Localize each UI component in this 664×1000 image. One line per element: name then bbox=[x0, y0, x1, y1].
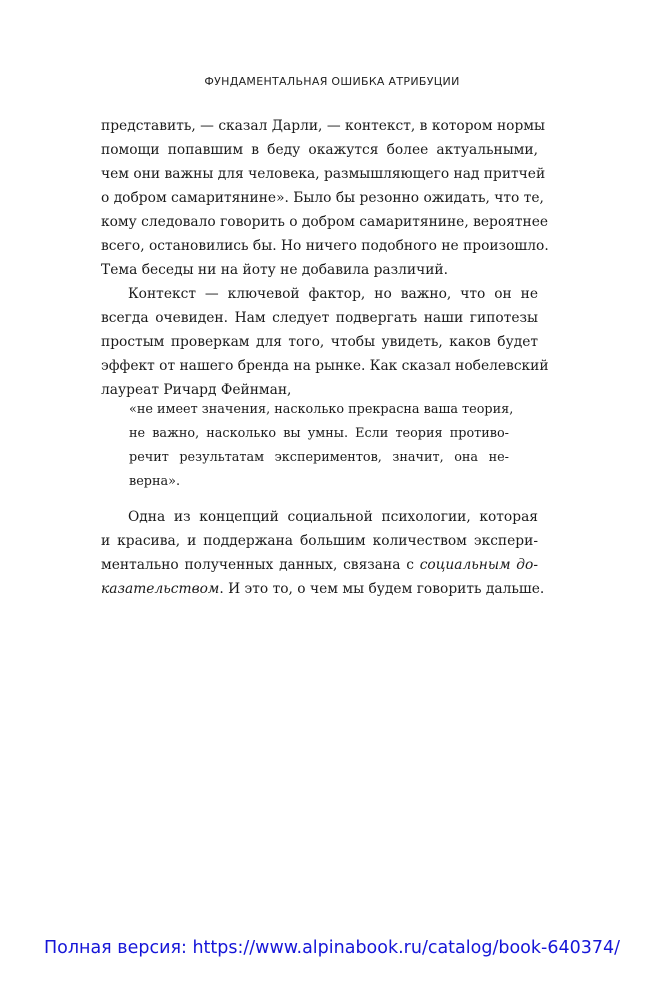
paragraph-line: помощи попавшим в беду окажутся более актуальными, bbox=[101, 142, 538, 158]
feynman-quote bbox=[129, 398, 514, 494]
paragraph-line: всегда очевиден. Нам следует подвергать наши гипотезы bbox=[101, 310, 538, 326]
paragraph-line: чем они важны для человека, размышляющего над притчей bbox=[101, 166, 546, 182]
paragraph-line bbox=[101, 577, 545, 601]
paragraph-line: всего, остановились бы. Но ничего подобного не произошло. bbox=[101, 238, 549, 254]
paragraph-3 bbox=[101, 505, 545, 601]
paragraph-line: и красива, и поддержана большим количеством экспери- bbox=[101, 533, 538, 549]
quote-line: верна». bbox=[129, 474, 181, 489]
paragraph-line: эффект от нашего бренда на рынке. Как сказал нобелевский bbox=[101, 358, 549, 374]
paragraph-line: лауреат Ричард Фейнман, bbox=[101, 382, 292, 398]
paragraph-line: о добром самаритянине». Было бы резонно ожидать, что те, bbox=[101, 190, 544, 206]
full-version-link[interactable]: Полная версия: https://www.alpinabook.ru/catalog/book-640374/ bbox=[43, 938, 621, 958]
paragraph-line bbox=[101, 553, 538, 577]
running-head: ФУНДАМЕНТАЛЬНАЯ ОШИБКА АТРИБУЦИИ bbox=[204, 75, 460, 88]
paragraph-1 bbox=[101, 114, 549, 282]
paragraph-line: представить, — сказал Дарли, — контекст, в котором нормы bbox=[101, 118, 545, 134]
paragraph-line: Тема беседы ни на йоту не добавила различий. bbox=[101, 262, 449, 278]
quote-line: не важно, насколько вы умны. Если теория противо- bbox=[129, 426, 509, 441]
paragraph-line: Контекст — ключевой фактор, но важно, что он не bbox=[128, 286, 538, 302]
paragraph-line: кому следовало говорить о добром самаритянине, вероятнее bbox=[101, 214, 549, 230]
italic-term: казательством bbox=[101, 581, 220, 597]
paragraph-text: . И это то, о чем мы будем говорить дальше. bbox=[219, 581, 545, 597]
quote-line: «не имеет значения, насколько прекрасна ваша теория, bbox=[129, 402, 514, 417]
paragraph-text: ментально полученных данных, связана с bbox=[101, 557, 420, 573]
paragraph-line: Одна из концепций социальной психологии, которая bbox=[128, 509, 538, 525]
paragraph-2 bbox=[101, 282, 549, 402]
quote-line: речит результатам экспериментов, значит, она не- bbox=[129, 450, 509, 465]
italic-term: социальным до- bbox=[419, 557, 538, 573]
paragraph-line: простым проверкам для того, чтобы увидеть, каков будет bbox=[101, 334, 538, 350]
